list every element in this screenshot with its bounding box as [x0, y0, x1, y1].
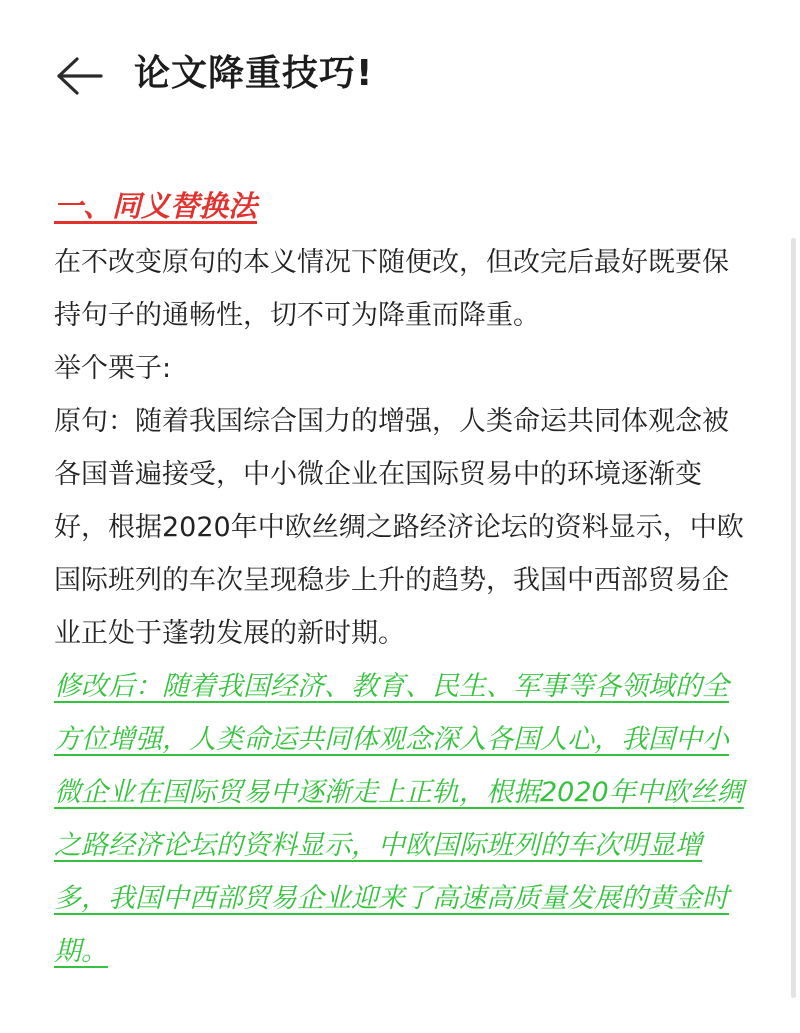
example-label: 举个栗子: — [54, 353, 172, 384]
scrollbar[interactable] — [791, 238, 796, 998]
arrow-left-icon — [55, 56, 105, 96]
revised-sentence: 修改后：随着我国经济、教育、民生、军事等各领域的全方位增强，人类命运共同体观念深入各国人心，我国中小微企业在国际贸易中逐渐走上正轨，根据2020年中欧丝绸之路经济论坛的资料显示，中欧国际班列的车次明显增多，我国中西部贸易企业迎来了高速高质量发展的黄金时期。 — [54, 671, 744, 967]
page-title: 论文降重技巧! — [134, 53, 374, 94]
back-button[interactable] — [52, 48, 108, 104]
original-sentence: 原句：随着我国综合国力的增强，人类命运共同体观念被各国普遍接受，中小微企业在国际贸易中的环境逐渐变好，根据2020年中欧丝绸之路经济论坛的资料显示，中欧国际班列的车次呈现稳步上升的趋势，我国中西部贸易企业正处于蓬勃发展的新时期。 — [54, 406, 744, 649]
app-header — [0, 0, 800, 150]
intro-paragraph: 在不改变原句的本义情况下随便改，但改完后最好既要保持句子的通畅性，切不可为降重而降重。 — [54, 247, 729, 331]
section-heading: 一、同义替换法 — [54, 189, 258, 223]
article-body — [54, 182, 754, 978]
